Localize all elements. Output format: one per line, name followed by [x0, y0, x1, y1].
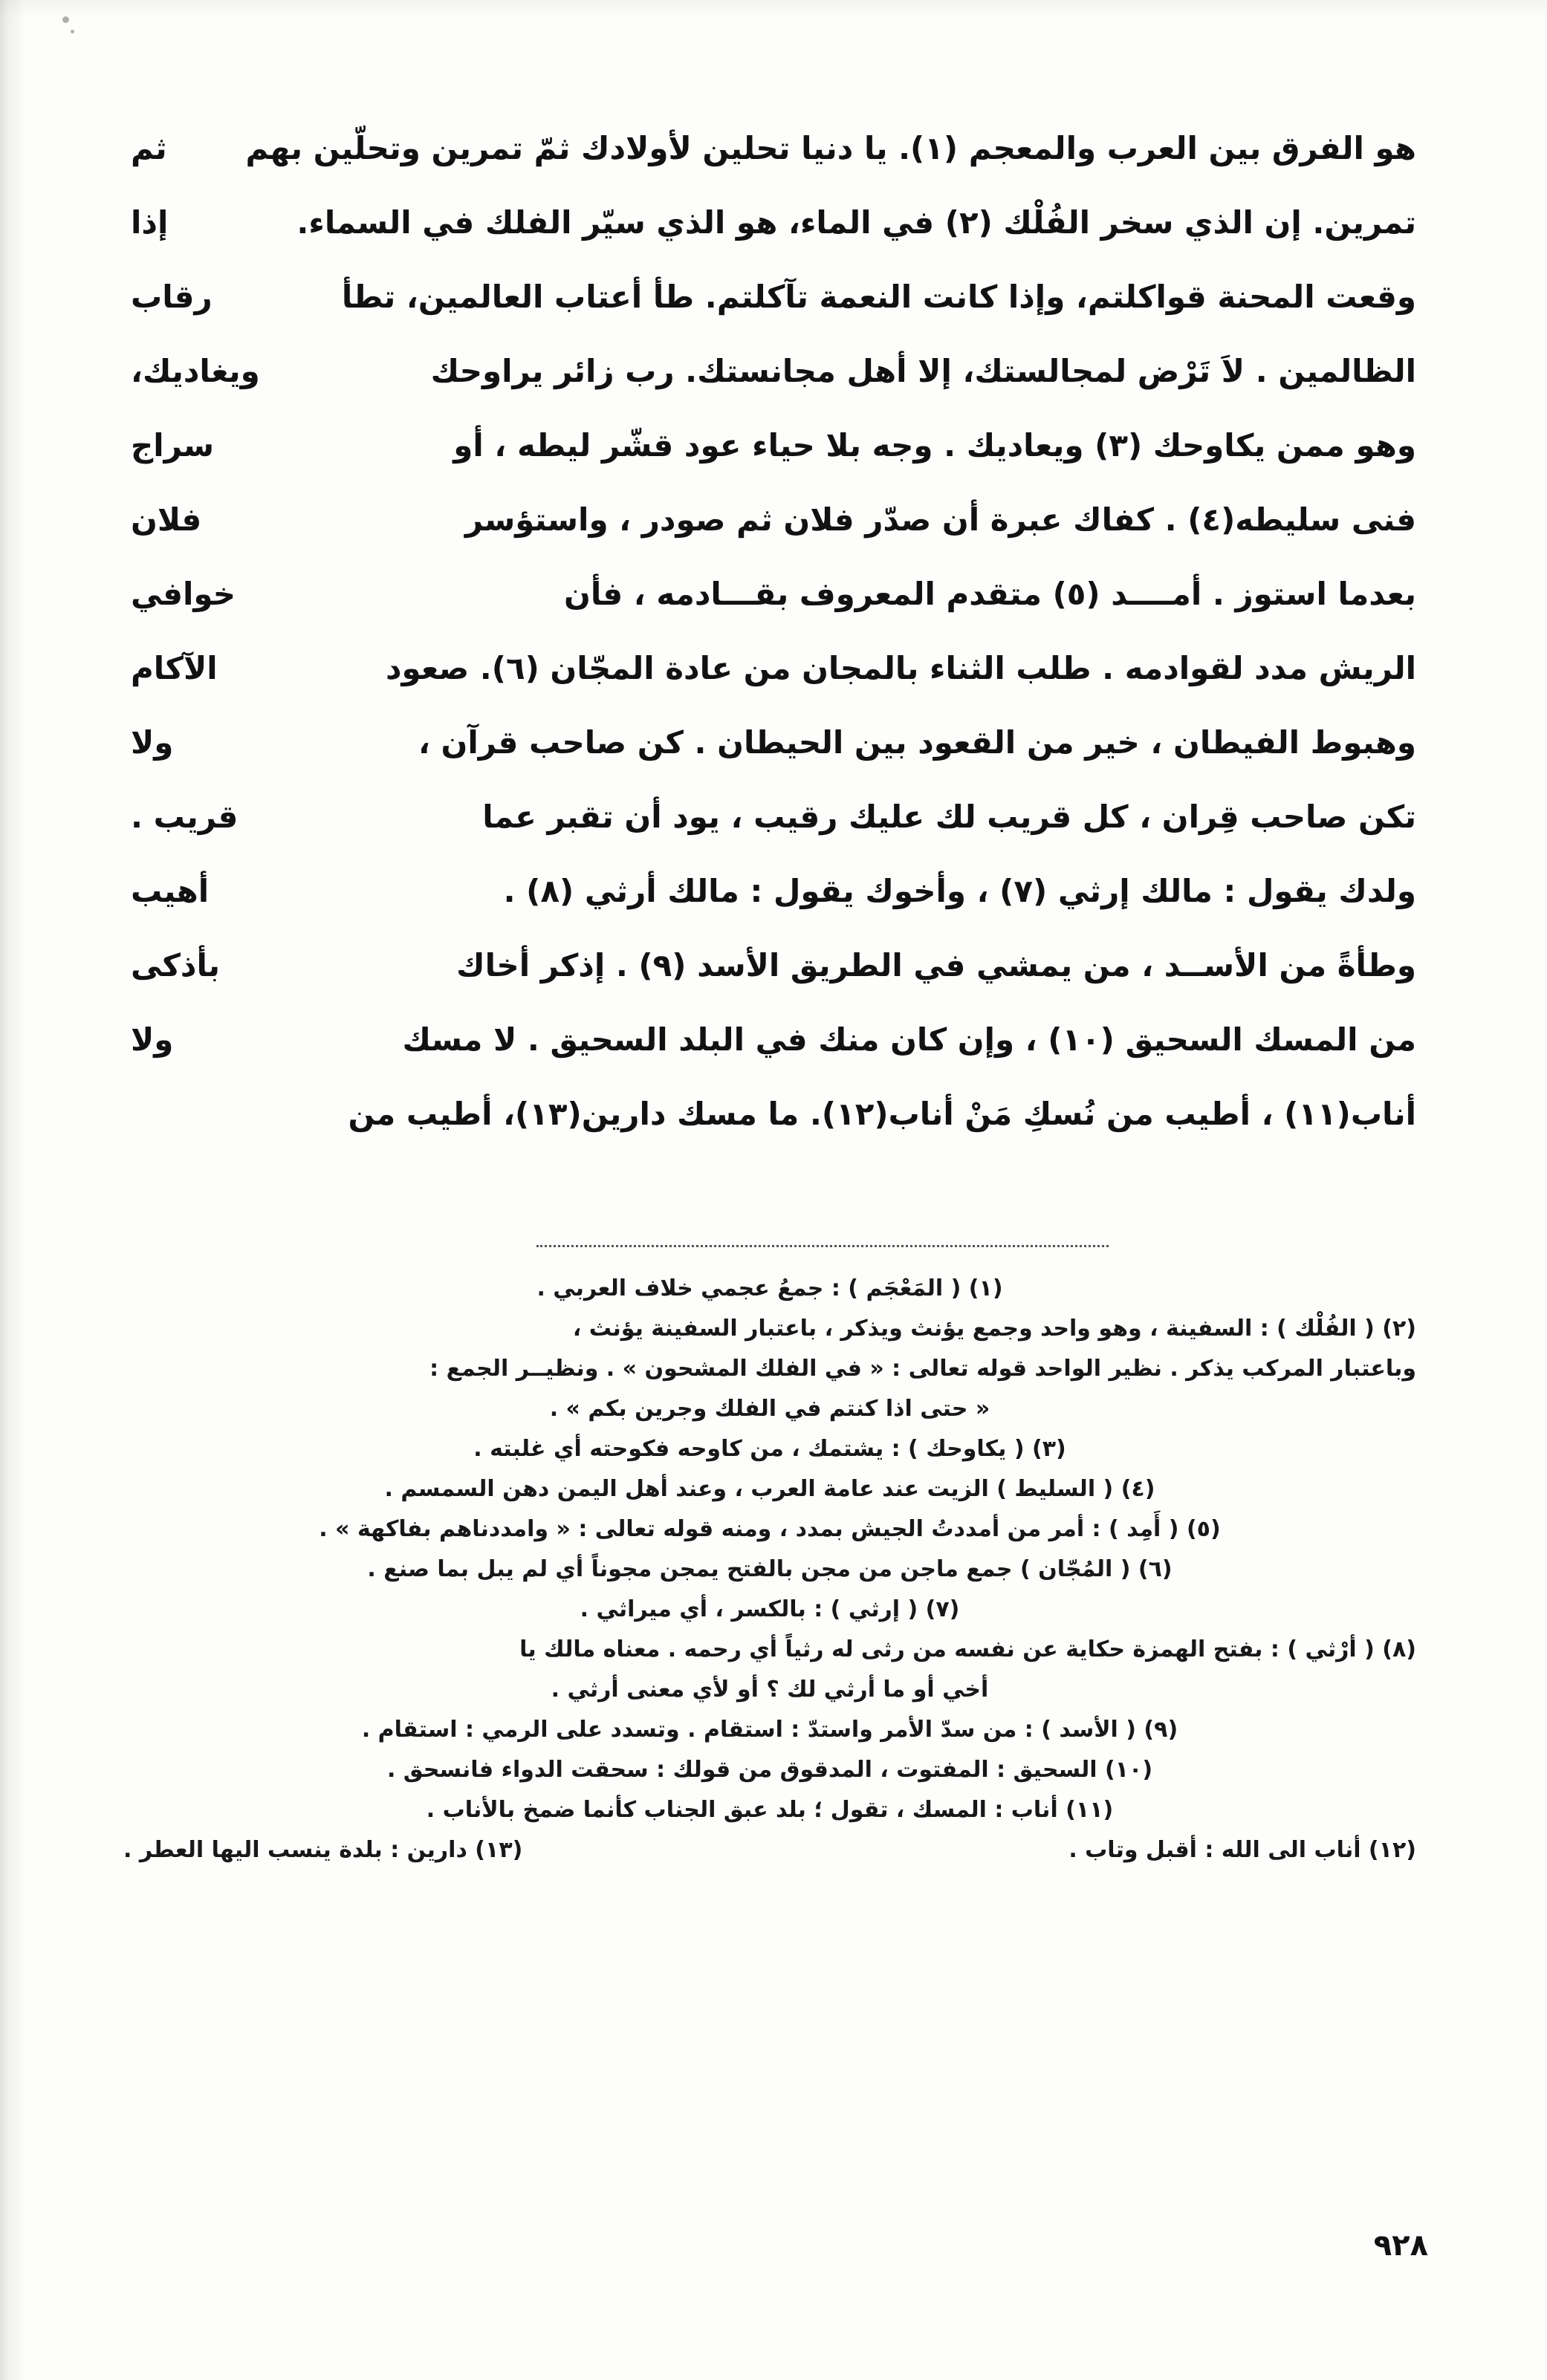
- body-line: [131, 334, 1416, 409]
- body-line: [131, 1003, 1416, 1077]
- body-line: [131, 929, 1416, 1003]
- scan-edge-shading-top: [0, 0, 1547, 19]
- footnote-item: (٥) ( أَمِد ) : أمر من أمددتُ الجيش بمدد ، ومنه قوله تعالى : « وامددناهم بفاكهة » .: [319, 1516, 1221, 1542]
- footnote-item: [123, 1630, 1416, 1670]
- footnote-item: (٩) ( الأسد ) : من سدّ الأمر واستدّ : استقام . وتسدد على الرمي : استقام .: [361, 1717, 1178, 1743]
- body-line: [131, 483, 1416, 557]
- body-line-text: وهو ممن يكاوحك (٣) ويعاديك . وجه بلا حياء عود قشّر ليطه ، أو: [453, 427, 1416, 464]
- body-line-text: بعدما استوز . أمــــد (٥) متقدم المعروف بقـــادمه ، فأن: [564, 576, 1416, 612]
- body-line: [131, 409, 1416, 483]
- body-line-text: الريش مدد لقوادمه . طلب الثناء بالمجان من عادة المجّان (٦). صعود: [385, 650, 1416, 686]
- body-line-tail: سراج: [131, 427, 215, 464]
- page-number: ٩٢٨: [1373, 2228, 1428, 2263]
- footnote-text: (١٢) أناب الى الله : أقبل وتاب .: [1068, 1837, 1416, 1863]
- body-line-text: الظالمين . لاَ تَرْض لمجالستك، إلا أهل مجانستك. رب زائر يراوحك: [430, 353, 1416, 389]
- body-line-tail: أهيب: [131, 873, 210, 909]
- body-line-text: فنى سليطه(٤) . كفاك عبرة أن صدّر فلان ثم صودر ، واستؤسر: [464, 501, 1416, 538]
- footnote-text: (٨) ( أرْثي ) : بفتح الهمزة حكاية عن نفسه من رثى له رثياً أي رحمه . معناه مالك يا: [519, 1636, 1416, 1662]
- body-text-block: [131, 111, 1416, 1151]
- footnote-item-pair: [123, 1830, 1416, 1870]
- body-line: [131, 1077, 1416, 1151]
- body-line-tail: إذا: [131, 204, 169, 241]
- body-line-text: هو الفرق بين العرب والمعجم (١). يا دنيا تحلين لأولادك ثمّ تمرين وتحلّين بهم: [245, 130, 1416, 166]
- body-line-tail: ويغاديك،: [131, 353, 260, 389]
- footnote-continuation: [123, 1349, 1416, 1389]
- body-line-tail: ثم: [131, 130, 167, 166]
- body-line-tail: رقاب: [131, 279, 213, 315]
- body-line-tail: قريب .: [131, 799, 239, 835]
- footnote-item: (٤) ( السليط ) الزيت عند عامة العرب ، وعند أهل اليمن دهن السمسم .: [384, 1476, 1155, 1502]
- body-line-tail: خوافي: [131, 576, 236, 612]
- body-line: [131, 557, 1416, 631]
- body-line: [131, 111, 1416, 186]
- body-line: [131, 706, 1416, 780]
- footnote-item: (٦) ( المُجّان ) جمع ماجن من مجن بالفتح يمجن مجوناً أي لم يبل بما صنع .: [367, 1556, 1173, 1582]
- body-line-text: تمرين. إن الذي سخر الفُلْك (٢) في الماء، هو الذي سيّر الفلك في السماء.: [296, 204, 1416, 241]
- scan-speck: [62, 16, 69, 23]
- scan-edge-shading-left: [0, 0, 25, 2380]
- footnote-item: (٧) ( إرثي ) : بالكسر ، أي ميراثي .: [580, 1596, 960, 1622]
- footnote-text: (١٣) دارين : بلدة ينسب اليها العطر .: [123, 1837, 523, 1863]
- body-line-text: من المسك السحيق (١٠) ، وإن كان منك في البلد السحيق . لا مسك: [402, 1021, 1416, 1058]
- body-line: [131, 260, 1416, 334]
- footnote-separator-rule: [536, 1245, 1109, 1247]
- body-line-tail: ولا: [131, 724, 174, 761]
- footnote-item: (١٠) السحيق : المفتوت ، المدقوق من قولك : سحقت الدواء فانسحق .: [386, 1757, 1153, 1783]
- body-line-text: أناب(١١) ، أطيب من نُسكِ مَنْ أناب(١٢). ما مسك دارين(١٣)، أطيب من: [348, 1096, 1416, 1132]
- footnote-text: (٢) ( الفُلْك ) : السفينة ، وهو واحد وجمع يؤنث ويذكر ، باعتبار السفينة يؤنث ،: [572, 1316, 1416, 1342]
- footnote-continuation: « حتى اذا كنتم في الفلك وجرين بكم » .: [549, 1396, 990, 1422]
- footnote-item: (٣) ( يكاوحك ) : يشتمك ، من كاوحه فكوحته أي غلبته .: [473, 1436, 1066, 1462]
- body-line: [131, 854, 1416, 929]
- body-line: [131, 780, 1416, 854]
- footnote-text: وباعتبار المركب يذكر . نظير الواحد قوله تعالى : « في الفلك المشحون » . ونظيــر الجمع :: [429, 1356, 1416, 1382]
- body-line: [131, 186, 1416, 260]
- body-line: [131, 631, 1416, 706]
- body-line-text: وهبوط الفيطان ، خير من القعود بين الحيطان . كن صاحب قرآن ،: [418, 724, 1416, 761]
- body-line-tail: بأذكى: [131, 947, 221, 983]
- footnotes-block: [123, 1269, 1416, 1870]
- footnote-item: (١) ( المَعْجَم ) : جمعُ عجمي خلاف العربي .: [536, 1275, 1003, 1301]
- footnote-item: (١١) أناب : المسك ، تقول ؛ بلد عبق الجناب كأنما ضمخ بالأناب .: [426, 1797, 1114, 1823]
- footnote-continuation: أخي أو ما أرثي لك ؟ أو لأي معنى أرثي .: [551, 1677, 989, 1703]
- body-line-text: تكن صاحب قِران ، كل قريب لك عليك رقيب ، يود أن تقبر عما: [482, 799, 1416, 835]
- body-line-text: وقعت المحنة قواكلتم، وإذا كانت النعمة تآكلتم. طأ أعتاب العالمين، تطأ: [341, 279, 1416, 315]
- body-line-text: ولدك يقول : مالك إرثي (٧) ، وأخوك يقول : مالك أرثي (٨) .: [503, 873, 1416, 909]
- footnote-item: [123, 1309, 1416, 1349]
- body-line-tail: فلان: [131, 501, 202, 538]
- body-line-tail: الآكام: [131, 650, 218, 686]
- scan-speck: [71, 30, 74, 33]
- body-line-text: وطأةً من الأســد ، من يمشي في الطريق الأسد (٩) . إذكر أخاك: [456, 947, 1416, 983]
- body-line-tail: ولا: [131, 1021, 174, 1058]
